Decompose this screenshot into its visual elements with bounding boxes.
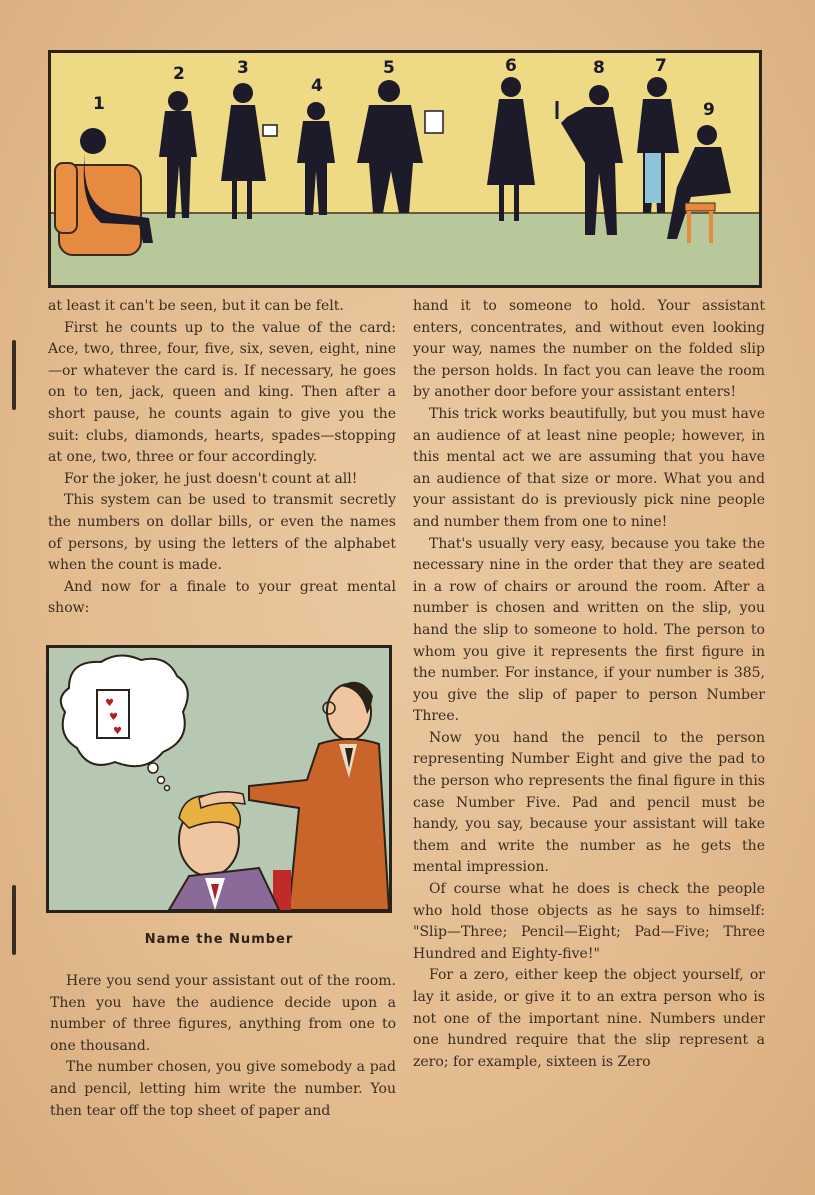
figure-caption: Name the Number [144,932,294,947]
right-paragraph-5: Of course what he does is check the people who hold those objects as he says to himself: "Slip—Three; Pencil—Eight; Pad—Five; Three Hundred and Eighty-five!" [413,881,765,962]
right-paragraph-1: hand it to someone to hold. Your assistant enters, concentrates, and without even looking your way, names the number on the folded slip the person holds. In fact you can leave the room by another door before your assistant enters! [413,298,765,401]
top-illustration-panel [48,50,762,288]
name-the-number-panel [46,645,392,913]
left-paragraph-2: First he counts up to the value of the card: Ace, two, three, four, five, six, seven, eight, nine—or whatever the card is. If necessary, he goes on to ten, jack, queen and king. Then after a short pause, he counts again to give you the suit: clubs, diamonds, hearts, spades—stopping at one, two, three or four accordingly. [48,319,396,466]
right-paragraph-2: This trick works beautifully, but you must have an audience of at least nine people; however, in this mental act we are assuming that you have an audience of that size or more. What you and your assistant do is previously pick nine people and number them from one to nine! [413,405,765,530]
right-paragraph-3: That's usually very easy, because you take the necessary nine in the order that they are seated in a row of chairs or around the room. After a number is chosen and written on the slip, you hand the slip to someone to hold. The person to whom you give it represents the first figure in the number. For instance, if your number is 385, you give the slip of paper to person Number Three. [413,535,765,725]
svg-text:♥: ♥ [113,726,122,737]
audience-illustration [51,53,759,285]
left-column [48,296,396,620]
figure-label-1: 1 [93,94,105,114]
left-bottom-paragraph-2: The number chosen, you give somebody a pad and pencil, letting him write the number. You then tear off the top sheet of paper and [50,1059,396,1119]
figure-label-2: 2 [173,64,185,84]
mind-reading-illustration [49,648,389,910]
right-paragraph-4: Now you hand the pencil to the person representing Number Eight and give the pad to the person who represents the final figure in this case Number Five. Pad and pencil must be handy, you say, because your assistant will take them and write the number as he gets the mental impression. [413,729,765,876]
right-paragraph-6: For a zero, either keep the object yourself, or lay it aside, or give it to an extra person who is not one of the important nine. Numbers under one hundred require that the slip represent a zero; for example, sixteen is Zero [413,967,765,1070]
staple-bottom [12,885,16,955]
left-paragraph-5: And now for a finale to your great mental show: [48,578,396,617]
left-column-bottom [50,971,396,1122]
left-paragraph-1: at least it can't be seen, but it can be felt. [48,298,344,314]
figure-label-4: 4 [311,76,323,96]
figure-label-3: 3 [237,58,249,78]
svg-text:♥: ♥ [105,698,114,709]
left-paragraph-3: For the joker, he just doesn't count at all! [64,470,358,487]
figure-label-7: 7 [655,56,667,76]
right-column [413,296,765,1073]
figure-label-8: 8 [593,58,605,78]
left-paragraph-4: This system can be used to transmit secretly the numbers on dollar bills, or even the names of persons, by using the letters of the alphabet when the count is made. [48,492,396,574]
svg-text:♥: ♥ [109,712,118,723]
figure-label-6: 6 [505,56,517,76]
figure-label-9: 9 [703,100,715,120]
staple-top [12,340,16,410]
figure-label-5: 5 [383,58,395,78]
left-bottom-paragraph-1: Here you send your assistant out of the room. Then you have the audience decide upon a number of three figures, anything from one to one thousand. [50,973,396,1054]
